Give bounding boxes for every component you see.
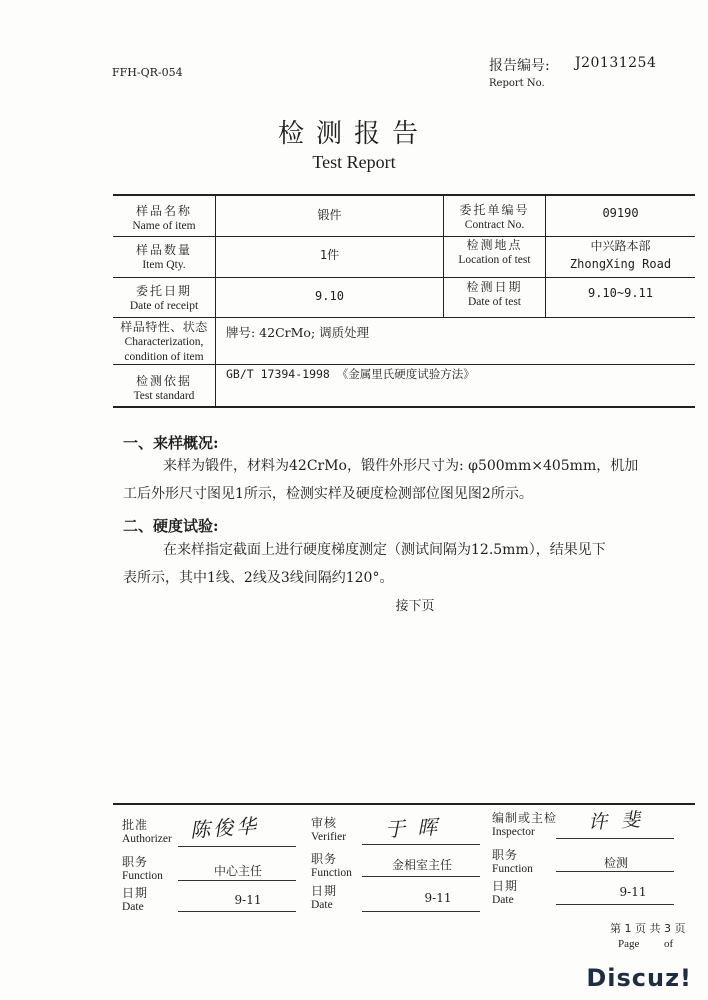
authorizer-label: 批准 Authorizer [122,818,172,845]
page-label-en: Page [618,938,640,950]
verifier-date-line [362,911,480,912]
verifier-function-line [362,876,480,877]
title-en: Test Report [312,152,396,172]
authorizer-signature: 陈俊华 [189,813,260,843]
authorizer-signature-line [178,846,296,847]
authorizer-function-line [178,880,296,881]
date-receipt-value: 9.10 [315,289,344,303]
report-no-label-en: Report No. [489,78,545,89]
title-cn: 检测报告 [277,119,430,149]
inspector-date-label: 日期 Date [492,879,519,906]
inspector-signature: 许斐 [587,808,655,834]
standard-value: GB/T 17394-1998 《金属里氏硬度试验方法》 [226,367,475,381]
item-qty-value: 1件 [319,248,340,262]
standard-label: 检测依据 Test standard [133,374,195,402]
inspector-function-value: 检测 [603,856,628,870]
table-bottom-border [113,406,695,408]
inspector-date-value: 9-11 [619,885,647,899]
continued-note: 接下页 [395,599,435,614]
inspector-function-line [556,871,674,872]
authorizer-function-value: 中心主任 [213,864,262,878]
page-number-cn: 第 1 页 共 3 页 [610,922,686,935]
section1-heading: 一、来样概况: [123,434,219,452]
date-test-label: 检测日期 Date of test [466,280,523,308]
name-of-item-label: 样品名称 Name of item [132,204,196,232]
form-code: FFH-QR-054 [112,66,183,79]
table-row-rule [113,317,695,318]
authorizer-date-line [178,911,296,912]
item-qty-label: 样品数量 Item Qty. [135,243,192,271]
name-of-item-value: 锻件 [317,208,342,222]
section1-paragraph: 来样为锻件，材料为42CrMo，锻件外形尺寸为: φ500mm×405mm，机加 工后外形尺寸图见1所示，检测实样及硬度检测部位图见图2所示。 [123,458,639,502]
inspector-date-line [556,904,674,905]
inspector-label: 编制或主检 Inspector [492,811,558,838]
authorizer-date-value: 9-11 [234,893,262,907]
date-test-value: 9.10~9.11 [587,286,654,300]
watermark-logo: Discuz! [586,964,692,992]
verifier-function-value: 金相室主任 [391,858,452,872]
section2-heading: 二、硬度试验: [123,517,219,535]
table-top-border [113,194,695,196]
contract-no-value: 09190 [602,206,639,220]
location-value: 中兴路本部 ZhongXing Road [569,239,672,271]
page-of-en: of [664,938,674,950]
location-label: 检测地点 Location of test [458,238,531,266]
verifier-date-value: 9-11 [424,891,452,905]
verifier-date-label: 日期 Date [311,884,338,911]
characterization-label: 样品特性、状态 Characterization, condition of item [120,320,208,363]
characterization-value: 牌号: 42CrMo; 调质处理 [226,325,370,340]
verifier-function-label: 职务 Function [311,852,352,879]
report-no-label: 报告编号: [489,58,550,74]
table-row-rule [113,277,695,278]
contract-no-label: 委托单编号 Contract No. [459,203,530,231]
verifier-signature: 于晖 [384,814,450,842]
authorizer-function-label: 职务 Function [122,855,163,882]
inspector-function-label: 职务 Function [492,848,533,875]
inspector-signature-line [556,838,674,839]
report-no-value: J20131254 [575,55,657,71]
authorizer-date-label: 日期 Date [122,886,149,913]
section2-paragraph: 在来样指定截面上进行硬度梯度测定（测试间隔为12.5mm），结果见下 表所示，其中1线、2线及3线间隔约120°。 [123,542,606,586]
verifier-signature-line [362,844,480,845]
signature-top-border [113,803,695,805]
date-receipt-label: 委托日期 Date of receipt [129,284,199,312]
verifier-label: 审核 Verifier [311,816,347,843]
